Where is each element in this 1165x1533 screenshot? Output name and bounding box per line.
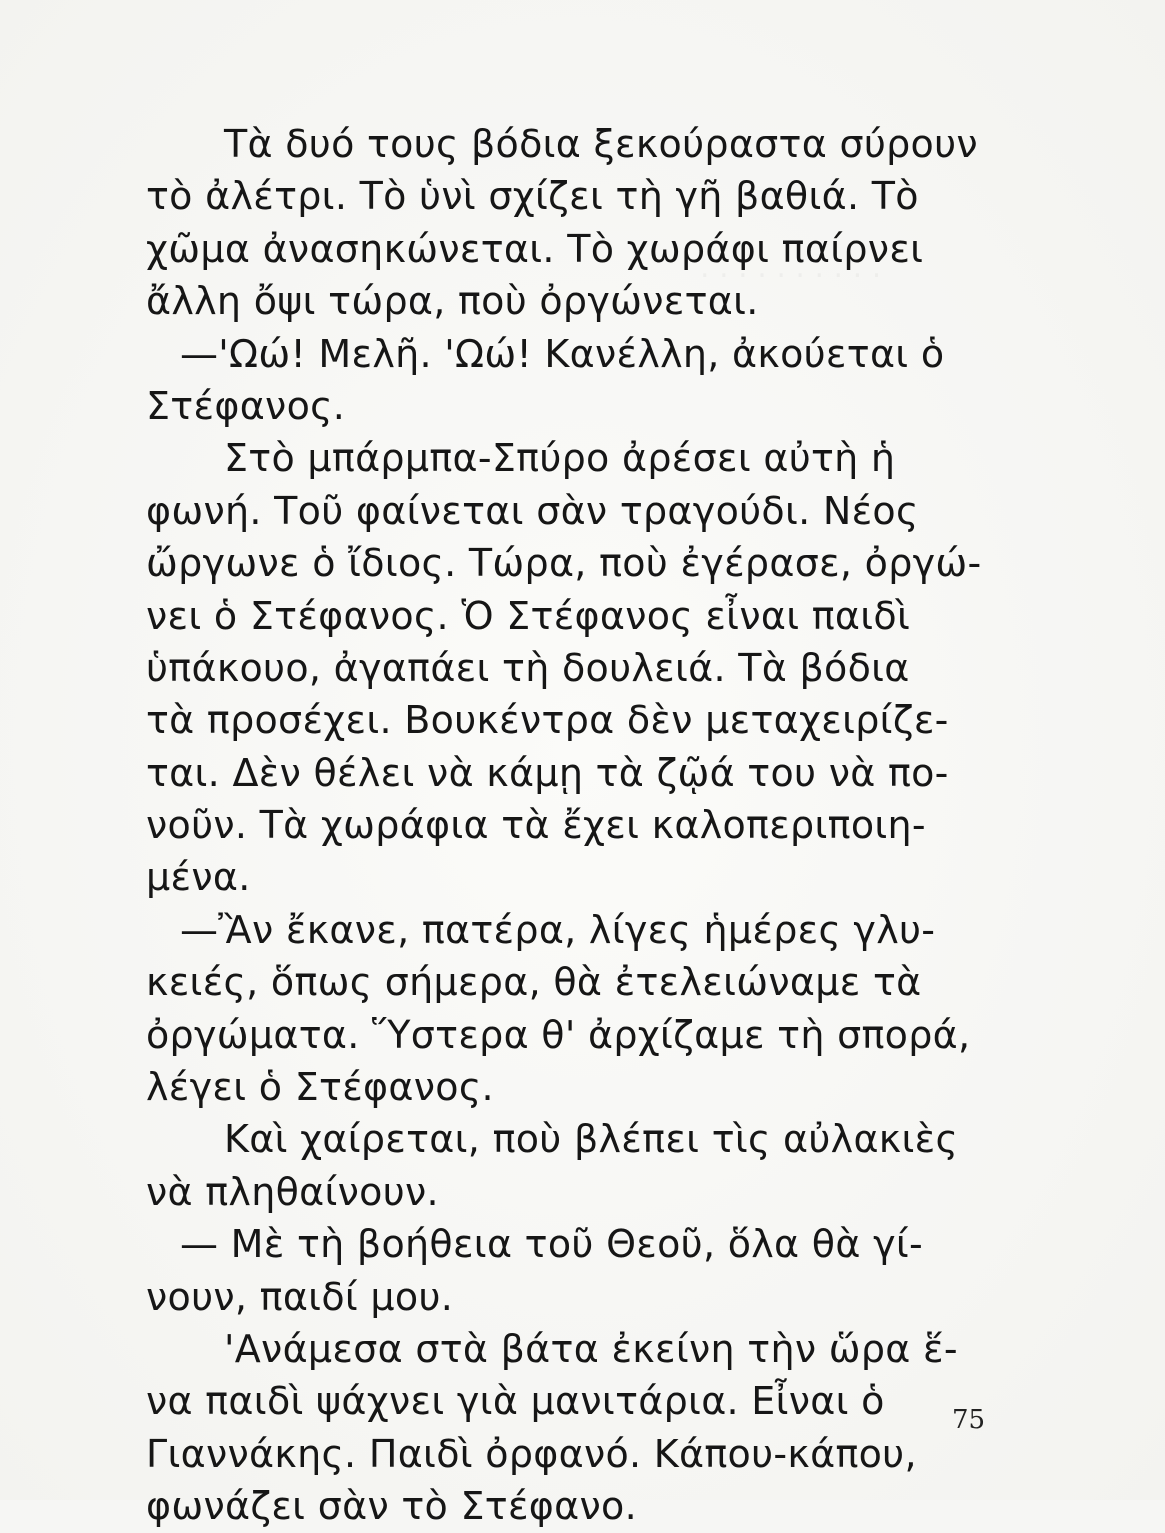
text-line: να παιδὶ ψάχνει γιὰ μανιτάρια. Εἶναι ὁ xyxy=(146,1379,885,1424)
body-text xyxy=(146,118,996,1533)
text-line: χῶμα ἀνασηκώνεται. Τὸ χωράφι παίρνει xyxy=(146,226,924,271)
text-line: Τὰ δυό τους βόδια ξεκούραστα σύρουν xyxy=(224,122,978,166)
text-line: μένα. xyxy=(146,855,251,900)
text-line: νουν, παιδί μου. xyxy=(146,1274,454,1319)
text-line: νὰ πληθαίνουν. xyxy=(146,1169,439,1214)
text-line: ται. Δὲν θέλει νὰ κάμῃ τὰ ζῷά του νὰ πο- xyxy=(146,750,949,795)
text-line: —'Ωώ! Μελῆ. 'Ωώ! Κανέλλη, ἀκούεται ὁ xyxy=(180,331,945,376)
text-line: νοῦν. Τὰ χωράφια τὰ ἔχει καλοπεριποιη- xyxy=(146,803,926,848)
text-line: ἄλλη ὄψι τώρα, ποὺ ὀργώνεται. xyxy=(146,279,759,324)
text-line: λέγει ὁ Στέφανος. xyxy=(146,1065,494,1110)
text-line: κειές, ὅπως σήμερα, θὰ ἐτελειώναμε τὰ xyxy=(146,960,922,1005)
text-line: —Ἂν ἔκανε, πατέρα, λίγες ἡμέρες γλυ- xyxy=(180,907,936,952)
text-line: τὸ ἀλέτρι. Τὸ ὑνὶ σχίζει τὴ γῆ βαθιά. Τὸ xyxy=(146,174,919,219)
text-line: Καὶ χαίρεται, ποὺ βλέπει τὶς αὐλακιὲς xyxy=(224,1117,959,1162)
text-line: Στέφανος. xyxy=(146,383,346,428)
text-line: 'Ανάμεσα στὰ βάτα ἐκείνη τὴν ὥρα ἕ- xyxy=(224,1326,958,1371)
text-line: Στὸ μπάρμπα-Σπύρο ἀρέσει αὐτὴ ἡ xyxy=(224,436,896,481)
text-line: ὤργωνε ὁ ἴδιος. Τώρα, ποὺ ἐγέρασε, ὀργώ- xyxy=(146,541,982,586)
text-line: Γιαννάκης. Παιδὶ ὀρφανό. Κάπου-κάπου, xyxy=(146,1431,917,1476)
text-line: νει ὁ Στέφανος. Ὁ Στέφανος εἶναι παιδὶ xyxy=(146,593,911,638)
text-line: — Μὲ τὴ βοήθεια τοῦ Θεοῦ, ὅλα θὰ γί- xyxy=(180,1222,924,1267)
page-number: 75 xyxy=(952,1405,986,1435)
text-line: φωνή. Τοῦ φαίνεται σὰν τραγούδι. Νέος xyxy=(146,488,919,533)
text-line: φωνάζει σὰν τὸ Στέφανο. xyxy=(146,1484,637,1529)
text-line: ὑπάκουο, ἀγαπάει τὴ δουλειά. Τὰ βόδια xyxy=(146,645,910,690)
text-line: τὰ προσέχει. Βουκέντρα δὲν μεταχειρίζε- xyxy=(146,698,949,743)
text-line: ὀργώματα. Ὕστερα θ' ἀρχίζαμε τὴ σπορά, xyxy=(146,1012,971,1057)
